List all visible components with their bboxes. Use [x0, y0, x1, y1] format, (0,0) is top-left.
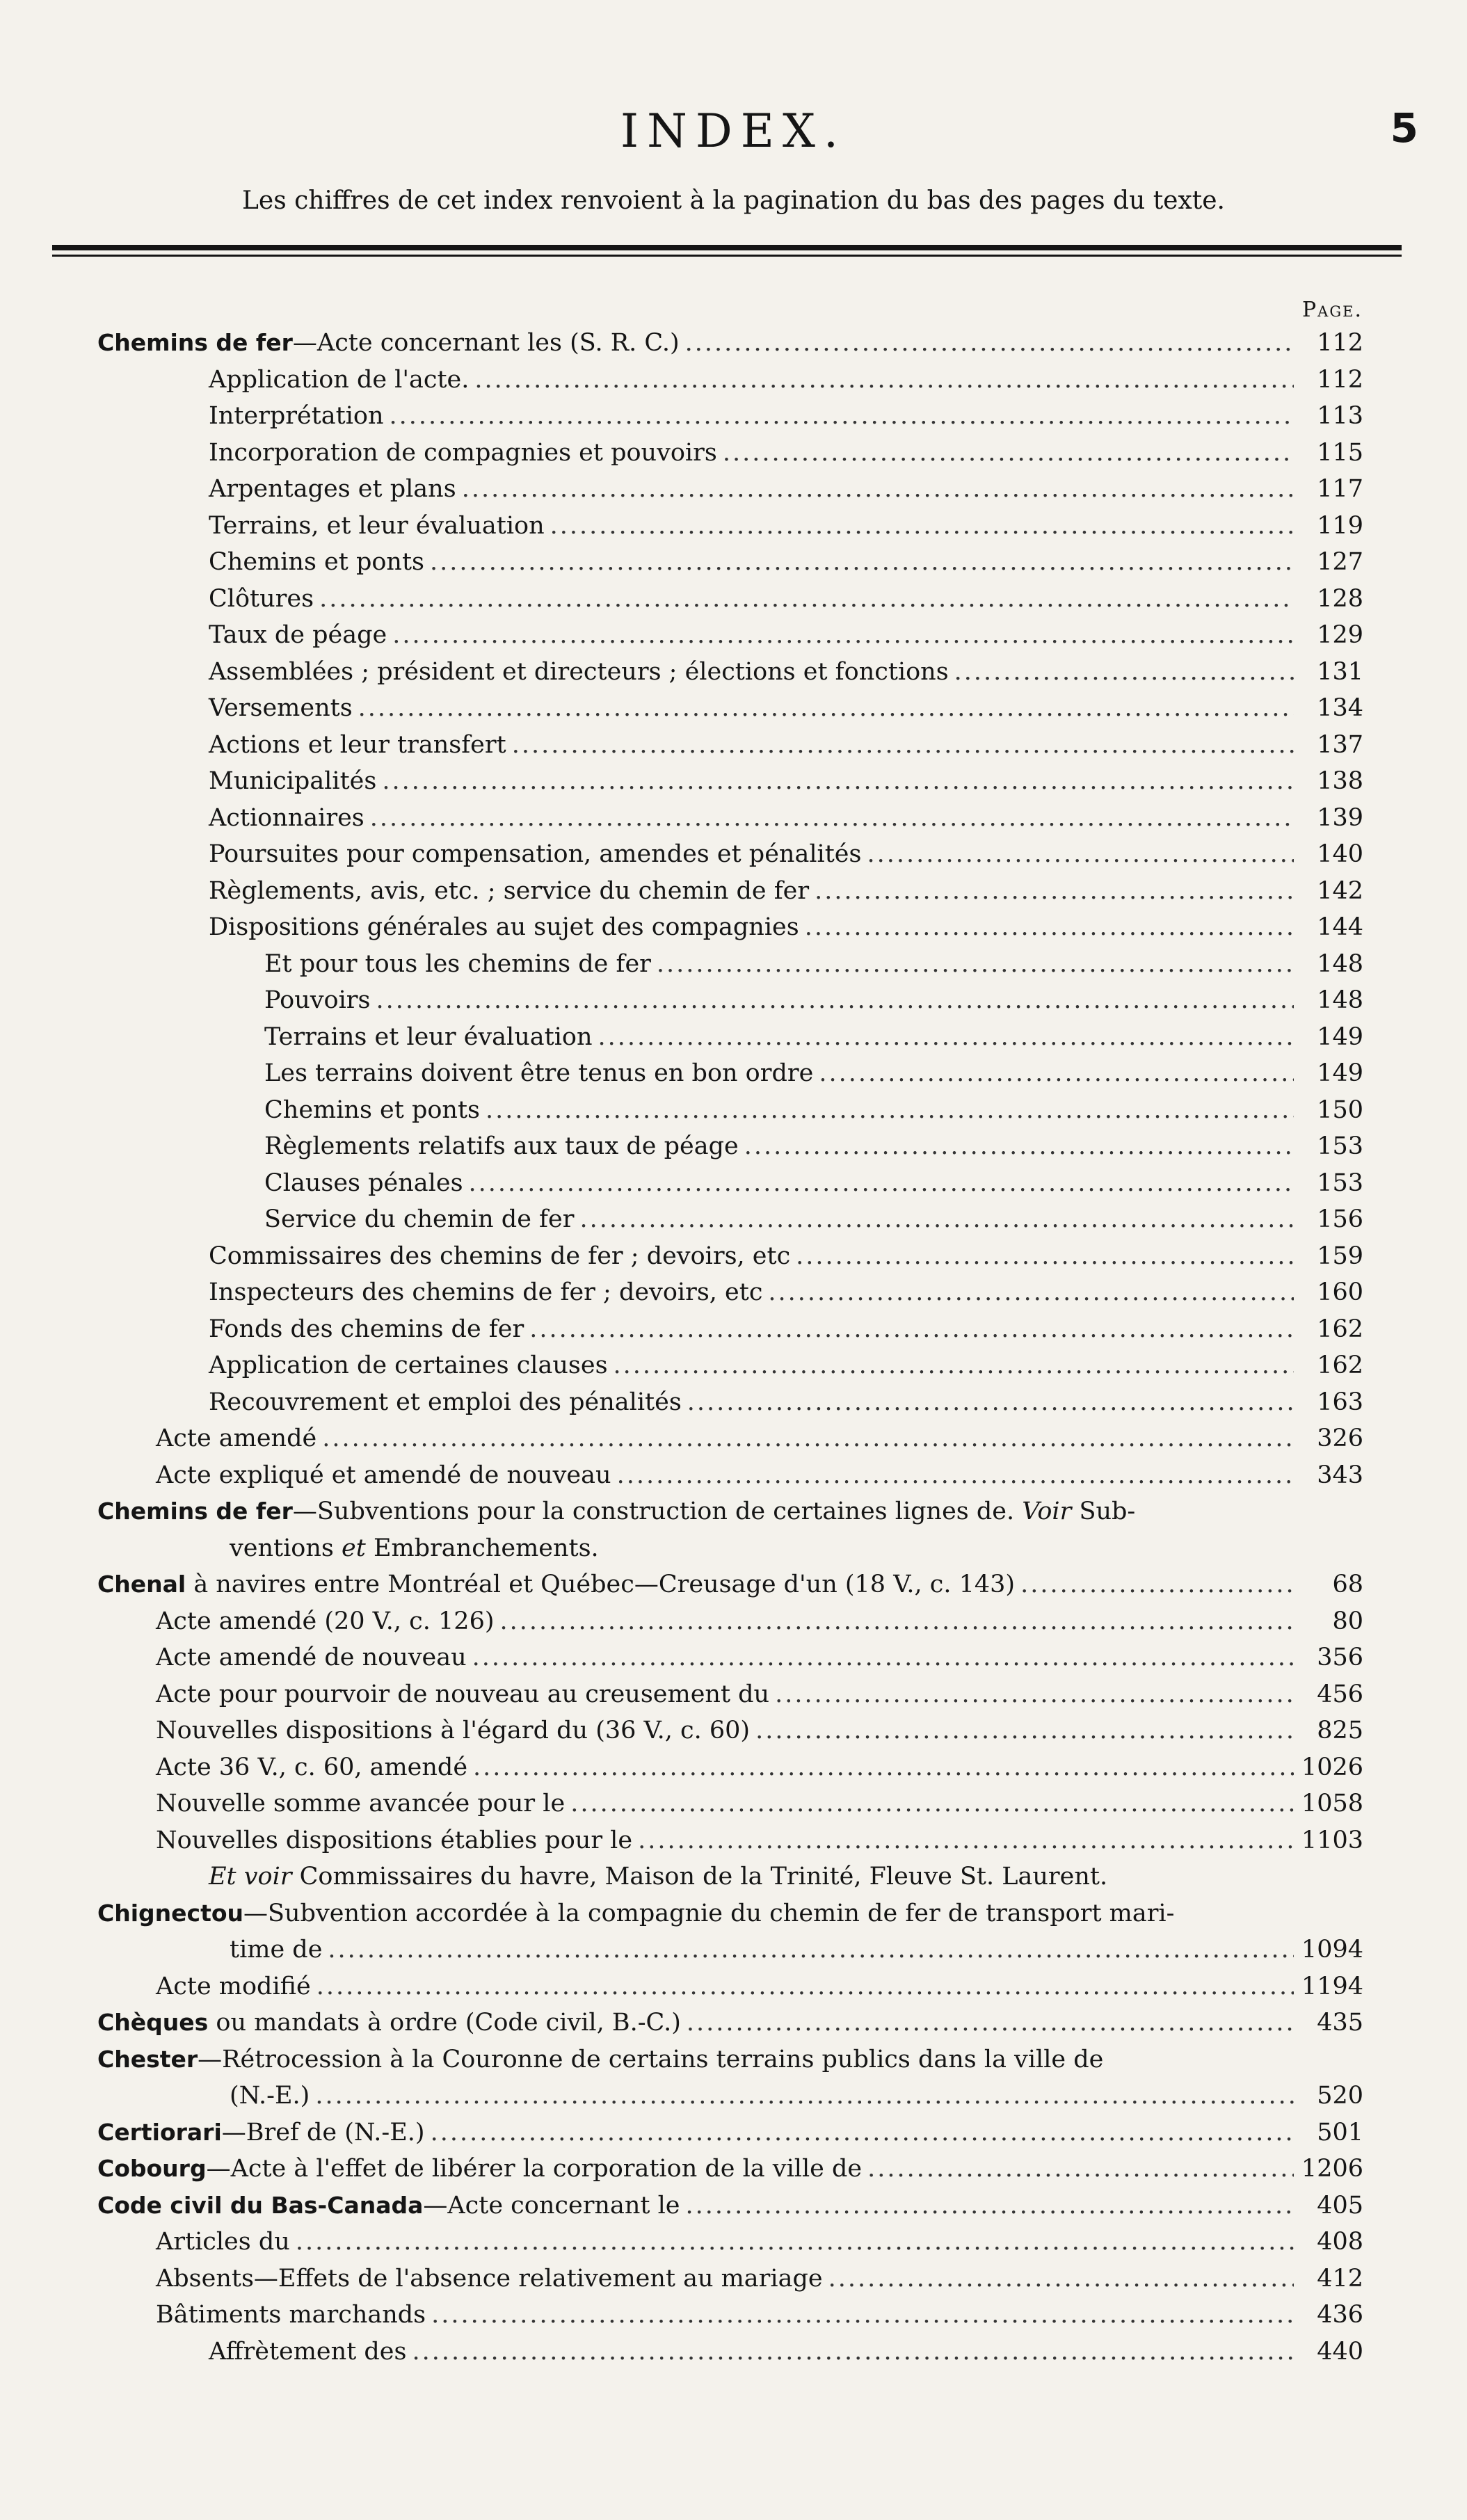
- entry-text: —Rétrocession à la Couronne de certains terrains publics dans la ville de: [198, 2045, 1104, 2073]
- entry-page: 115: [1317, 438, 1363, 467]
- entry-italic: Et voir: [209, 1863, 292, 1891]
- entry-text: Assemblées ; président et directeurs ; élections et fonctions: [209, 657, 949, 686]
- index-entry: [97, 2151, 1363, 2188]
- index-entry: [97, 1603, 1363, 1640]
- index-entry: [97, 909, 1363, 946]
- entry-text: à navires entre Montréal et Québec—Creusage d'un (18 V., c. 143): [193, 1571, 1016, 1598]
- entry-page: 137: [1317, 730, 1363, 759]
- entry-page: 156: [1317, 1205, 1363, 1233]
- entry-text: —Bref de (N.-E.): [221, 2118, 425, 2146]
- dot-leader: [954, 654, 1294, 691]
- dot-leader: [867, 836, 1294, 873]
- page-subtitle: Les chiffres de cet index renvoient à la pagination du bas des pages du texte.: [241, 186, 1226, 215]
- entry-page: 501: [1317, 2118, 1363, 2146]
- entry-page: 1206: [1301, 2155, 1363, 2183]
- entry-text: Chemins et ponts: [209, 548, 424, 576]
- entry-text: Poursuites pour compensation, amendes et pénalités: [209, 840, 862, 868]
- entry-page: 520: [1317, 2082, 1363, 2110]
- index-entry: [97, 398, 1363, 435]
- index-entry: [97, 1932, 1363, 1968]
- dot-leader: [723, 435, 1294, 472]
- dot-leader: [430, 544, 1294, 581]
- index-entry: [97, 1859, 1363, 1895]
- dot-leader: [412, 2334, 1294, 2370]
- entry-text: Acte pour pourvoir de nouveau au creusement du: [156, 1680, 770, 1708]
- index-entry: [97, 1274, 1363, 1311]
- dot-leader: [462, 471, 1294, 508]
- dot-leader: [819, 1055, 1294, 1092]
- entry-text: Affrètement des: [209, 2337, 407, 2366]
- index-entry: [97, 617, 1363, 654]
- dot-leader: [579, 1201, 1294, 1238]
- entry-text: Règlements relatifs aux taux de péage: [264, 1132, 739, 1160]
- entry-text: ou mandats à ordre (Code civil, B.-C.): [216, 2009, 681, 2037]
- dot-leader: [472, 1639, 1294, 1676]
- entry-page: 435: [1317, 2009, 1363, 2037]
- entry-text: Dispositions générales au sujet des compagnies: [209, 913, 799, 941]
- index-entry: [97, 1420, 1363, 1457]
- entry-text: time de: [230, 1936, 323, 1964]
- entry-page: 408: [1317, 2228, 1363, 2256]
- entry-text: Règlements, avis, etc. ; service du chemin de fer: [209, 876, 810, 905]
- index-entry: [97, 2334, 1363, 2370]
- entry-text: Les terrains doivent être tenus en bon ordre: [264, 1059, 814, 1087]
- dot-leader: [474, 362, 1294, 399]
- entry-page: 148: [1317, 986, 1363, 1014]
- entry-text: ventions: [230, 1534, 334, 1562]
- dot-leader: [614, 1347, 1294, 1384]
- index-entry: [97, 2261, 1363, 2297]
- dot-leader: [486, 1092, 1294, 1129]
- entry-text: —Subvention accordée à la compagnie du chemin de fer de transport mari-: [243, 1899, 1175, 1927]
- index-entry: [97, 1201, 1363, 1238]
- dot-leader: [392, 617, 1294, 654]
- index-entry: [97, 727, 1363, 764]
- dot-leader: [685, 325, 1294, 362]
- index-entry: [97, 1639, 1363, 1676]
- entry-page: 153: [1317, 1132, 1363, 1160]
- entry-text: Acte 36 V., c. 60, amendé: [156, 1753, 468, 1781]
- entry-text: Absents—Effets de l'absence relativement au mariage: [156, 2264, 823, 2293]
- entry-text: Commissaires du havre, Maison de la Trinité, Fleuve St. Laurent.: [299, 1863, 1108, 1891]
- entry-text: Pouvoirs: [264, 986, 371, 1014]
- entry-text: —Subventions pour la construction de certaines lignes de.: [292, 1498, 1015, 1525]
- entry-page: 436: [1317, 2301, 1363, 2329]
- entry-page: 343: [1317, 1461, 1363, 1489]
- dot-leader: [755, 1712, 1294, 1749]
- index-entry: [97, 435, 1363, 472]
- entry-heading: Chester: [97, 2045, 198, 2073]
- dot-leader: [685, 2188, 1294, 2224]
- entry-text: Acte amendé (20 V., c. 126): [156, 1607, 495, 1635]
- entry-text: Service du chemin de fer: [264, 1205, 575, 1233]
- index-entry: [97, 1311, 1363, 1348]
- entry-text: Acte modifié: [156, 1972, 311, 2000]
- entry-text: Municipalités: [209, 767, 377, 795]
- entry-text: Nouvelles dispositions établies pour le: [156, 1826, 633, 1854]
- page-column-heading: Page.: [1302, 298, 1363, 322]
- index-entry: [97, 1530, 1363, 1567]
- dot-leader: [657, 946, 1294, 983]
- dot-leader: [473, 1749, 1294, 1786]
- entry-page: 1194: [1301, 1972, 1363, 2000]
- index-entry: [97, 544, 1363, 581]
- entry-page: 127: [1317, 548, 1363, 576]
- entry-page: 129: [1317, 621, 1363, 649]
- entry-text: Actions et leur transfert: [209, 730, 506, 759]
- entry-page: 139: [1317, 803, 1363, 832]
- entry-page: 80: [1332, 1607, 1363, 1635]
- index-entry: [97, 1457, 1363, 1494]
- index-entry: [97, 1384, 1363, 1421]
- entry-text: Application de certaines clauses: [209, 1351, 608, 1379]
- entry-page: 1103: [1301, 1826, 1363, 1854]
- entry-text: Commissaires des chemins de fer ; devoirs, etc: [209, 1242, 791, 1270]
- entry-heading: Chemins de fer: [97, 329, 293, 356]
- index-entry: [97, 2041, 1363, 2078]
- entry-text: Bâtiments marchands: [156, 2301, 426, 2329]
- entry-page: 138: [1317, 767, 1363, 795]
- entry-page: 825: [1317, 1717, 1363, 1744]
- index-entry: [97, 1749, 1363, 1786]
- index-entry: [97, 2188, 1363, 2224]
- dot-leader: [598, 1019, 1294, 1056]
- entry-text: Acte amendé de nouveau: [156, 1644, 467, 1671]
- entry-text: Acte amendé: [156, 1424, 317, 1452]
- entry-text: Actionnaires: [209, 803, 364, 832]
- dot-leader: [328, 1932, 1294, 1968]
- entry-page: 1094: [1301, 1936, 1363, 1964]
- entry-page: 159: [1317, 1242, 1363, 1270]
- entry-text: Articles du: [156, 2228, 290, 2256]
- index-entry: [97, 2005, 1363, 2041]
- dot-leader: [500, 1603, 1294, 1640]
- dot-leader: [775, 1676, 1294, 1713]
- dot-leader: [617, 1457, 1294, 1494]
- entry-page: 412: [1317, 2264, 1363, 2293]
- entry-page: 150: [1317, 1096, 1363, 1124]
- index-entry: [97, 1676, 1363, 1713]
- dot-leader: [382, 763, 1294, 800]
- entry-page: 1026: [1301, 1753, 1363, 1781]
- header-rule-thick: [52, 245, 1402, 250]
- entry-text-continued: Embranchements.: [373, 1534, 599, 1562]
- entry-page: 68: [1332, 1571, 1363, 1598]
- index-entry: [97, 836, 1363, 873]
- index-entry: [97, 1165, 1363, 1202]
- entry-text: Nouvelle somme avancée pour le: [156, 1790, 566, 1817]
- entry-heading: Certiorari: [97, 2118, 222, 2146]
- entry-text: Arpentages et plans: [209, 475, 456, 503]
- dot-leader: [638, 1822, 1294, 1859]
- header-rule-thin: [52, 255, 1402, 257]
- entry-page: 134: [1317, 694, 1363, 722]
- index-entry: [97, 1493, 1363, 1530]
- index-entry: [97, 1055, 1363, 1092]
- entry-page: 160: [1317, 1278, 1363, 1306]
- index-entry: [97, 1128, 1363, 1165]
- index-entry: [97, 1092, 1363, 1129]
- index-entry: [97, 362, 1363, 399]
- page-number: 5: [1390, 104, 1418, 152]
- dot-leader: [431, 2297, 1294, 2334]
- entry-text: Terrains et leur évaluation: [264, 1022, 593, 1051]
- index-entry: [97, 1712, 1363, 1749]
- dot-leader: [390, 398, 1294, 435]
- dot-leader: [687, 2005, 1294, 2041]
- index-entry: [97, 1822, 1363, 1859]
- entry-page: 144: [1317, 913, 1363, 941]
- entry-text: Acte expliqué et amendé de nouveau: [156, 1461, 611, 1489]
- page-title: INDEX.: [620, 104, 847, 158]
- entry-text: Fonds des chemins de fer: [209, 1315, 524, 1343]
- dot-leader: [512, 727, 1294, 764]
- entry-text: —Acte concernant le: [423, 2191, 680, 2220]
- entry-page: 149: [1317, 1022, 1363, 1051]
- index-entry: [97, 581, 1363, 618]
- index-entry: [97, 1895, 1363, 1932]
- dot-leader: [376, 982, 1294, 1019]
- entry-text: Clôtures: [209, 584, 314, 613]
- dot-leader: [358, 690, 1294, 727]
- entry-page: 128: [1317, 584, 1363, 613]
- index-entry: [97, 508, 1363, 545]
- dot-leader: [322, 1420, 1294, 1457]
- dot-leader: [744, 1128, 1294, 1165]
- entry-text: Nouvelles dispositions à l'égard du (36 V., c. 60): [156, 1717, 751, 1744]
- dot-leader: [1020, 1566, 1294, 1603]
- entry-text: —Acte concernant les (S. R. C.): [292, 329, 680, 357]
- dot-leader: [431, 2114, 1294, 2151]
- dot-leader: [570, 1785, 1294, 1822]
- index-entry: [97, 946, 1363, 983]
- index-entry: [97, 654, 1363, 691]
- index-entry: [97, 471, 1363, 508]
- entry-page: 117: [1317, 475, 1363, 503]
- entry-heading: Chemins de fer: [97, 1498, 293, 1525]
- entry-text-continued: Sub-: [1079, 1498, 1136, 1525]
- dot-leader: [768, 1274, 1294, 1311]
- entry-page: 131: [1317, 657, 1363, 686]
- entry-text: Clauses pénales: [264, 1169, 463, 1197]
- dot-leader: [796, 1238, 1294, 1275]
- dot-leader: [550, 508, 1294, 545]
- entry-page: 140: [1317, 840, 1363, 868]
- dot-leader: [529, 1311, 1294, 1348]
- index-entry: [97, 1347, 1363, 1384]
- entry-text: Chemins et ponts: [264, 1096, 480, 1124]
- index-entry: [97, 2078, 1363, 2114]
- entry-heading: Cobourg: [97, 2155, 207, 2182]
- entry-heading: Chignectou: [97, 1899, 244, 1927]
- entry-page: 326: [1317, 1424, 1363, 1452]
- entry-page: 440: [1317, 2337, 1363, 2366]
- entry-page: 112: [1317, 329, 1363, 357]
- entry-page: 456: [1317, 1680, 1363, 1708]
- dot-leader: [805, 909, 1294, 946]
- entry-page: 113: [1317, 402, 1363, 430]
- index-entry: [97, 325, 1363, 362]
- entry-heading: Chèques: [97, 2009, 209, 2036]
- index-entry: [97, 2224, 1363, 2261]
- index-entry: [97, 1238, 1363, 1275]
- dot-leader: [687, 1384, 1294, 1421]
- index-entry: [97, 800, 1363, 837]
- index-entry: [97, 690, 1363, 727]
- index-entry: [97, 1785, 1363, 1822]
- index-entry: [97, 2297, 1363, 2334]
- dot-leader: [815, 873, 1294, 910]
- entry-text: Interprétation: [209, 402, 384, 430]
- entry-italic: et: [342, 1534, 366, 1562]
- dot-leader: [316, 1968, 1294, 2005]
- dot-leader: [867, 2151, 1294, 2188]
- entry-text: (N.-E.): [230, 2082, 310, 2110]
- index-entry: [97, 763, 1363, 800]
- entry-page: 356: [1317, 1644, 1363, 1671]
- dot-leader: [296, 2224, 1294, 2261]
- entry-text: Taux de péage: [209, 621, 387, 649]
- entry-text: Versements: [209, 694, 353, 722]
- entry-heading: Chenal: [97, 1571, 186, 1598]
- entry-page: 162: [1317, 1315, 1363, 1343]
- entry-page: 163: [1317, 1388, 1363, 1416]
- entry-page: 153: [1317, 1169, 1363, 1197]
- entry-heading: Code civil du Bas-Canada: [97, 2191, 424, 2219]
- entry-page: 148: [1317, 949, 1363, 978]
- dot-leader: [319, 581, 1294, 618]
- entry-page: 1058: [1301, 1790, 1363, 1817]
- entry-text: Inspecteurs des chemins de fer ; devoirs, etc: [209, 1278, 763, 1306]
- index-entry: [97, 1566, 1363, 1603]
- entry-page: 142: [1317, 876, 1363, 905]
- entry-page: 149: [1317, 1059, 1363, 1087]
- dot-leader: [370, 800, 1294, 837]
- entry-page: 162: [1317, 1351, 1363, 1379]
- entry-text: Application de l'acte.: [209, 365, 470, 394]
- index-entry: [97, 982, 1363, 1019]
- entry-text: —Acte à l'effet de libérer la corporation de la ville de: [206, 2155, 863, 2183]
- entry-text: Et pour tous les chemins de fer: [264, 949, 651, 978]
- entry-page: 112: [1317, 365, 1363, 394]
- index-entry: [97, 2114, 1363, 2151]
- dot-leader: [828, 2261, 1294, 2297]
- entry-text: Terrains, et leur évaluation: [209, 511, 545, 540]
- entry-page: 405: [1317, 2191, 1363, 2220]
- entry-text: Recouvrement et emploi des pénalités: [209, 1388, 682, 1416]
- index-entry: [97, 1019, 1363, 1056]
- entry-italic: Voir: [1022, 1498, 1072, 1525]
- dot-leader: [469, 1165, 1294, 1202]
- index-entries: [97, 325, 1363, 2370]
- index-entry: [97, 1968, 1363, 2005]
- entry-page: 119: [1317, 511, 1363, 540]
- entry-text: Incorporation de compagnies et pouvoirs: [209, 438, 717, 467]
- index-entry: [97, 873, 1363, 910]
- dot-leader: [315, 2078, 1294, 2114]
